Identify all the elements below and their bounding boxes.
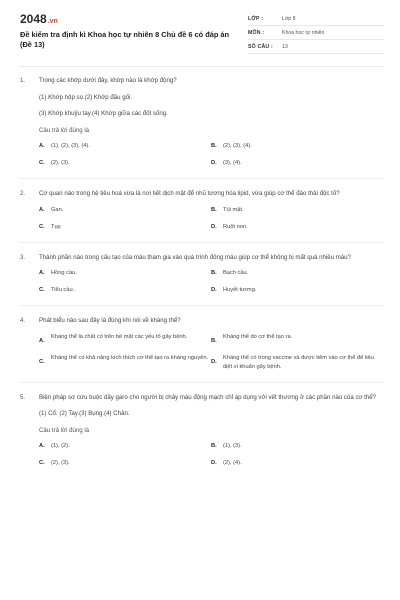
answer-option-a[interactable] xyxy=(39,206,211,215)
answer-option-a[interactable] xyxy=(39,333,211,346)
option-letter: B. xyxy=(211,143,217,149)
option-letter: B. xyxy=(211,337,217,344)
question-divider xyxy=(20,242,384,243)
question-number: 5. xyxy=(20,393,26,401)
option-text: (3), (4). xyxy=(223,160,242,166)
answer-option-b[interactable] xyxy=(211,142,383,151)
meta-key: SỐ CÂU : xyxy=(248,43,273,50)
question-number: 2. xyxy=(20,190,26,197)
option-letter: C. xyxy=(39,223,45,230)
page-title: Đề kiểm tra định kì Khoa học tự nhiên 8 Chủ đề 6 có đáp án (Đề 13) xyxy=(20,30,230,49)
answer-option-b[interactable] xyxy=(211,206,383,215)
answer-prompt: Câu trả lời đúng là xyxy=(39,426,90,434)
header-divider xyxy=(20,66,384,67)
option-text: (2), (3). xyxy=(51,160,70,166)
option-text: (1), (3). xyxy=(223,443,242,449)
question-list xyxy=(0,76,400,468)
answer-option-d[interactable] xyxy=(211,159,383,168)
question-statement: (1) Khớp hộp sọ.(2) Khớp đầu gối. xyxy=(39,93,133,101)
option-text: (1), (2), (3), (4). xyxy=(51,143,90,149)
option-letter: C. xyxy=(39,287,45,293)
option-letter: C. xyxy=(39,358,45,365)
option-letter: B. xyxy=(211,206,217,213)
question-2 xyxy=(0,189,400,232)
option-text: Túi mật. xyxy=(223,206,244,213)
answer-option-b[interactable] xyxy=(211,269,383,278)
option-letter: D. xyxy=(211,358,217,365)
option-text: Tụy. xyxy=(51,223,62,230)
question-5 xyxy=(0,393,400,469)
meta-key: LỚP : xyxy=(248,15,264,22)
option-text: Kháng thể là chất có trên bề mặt các yếu tố gây bệnh. xyxy=(51,333,188,340)
page-header xyxy=(0,0,400,66)
option-text: Kháng thể có trong vaccine và được tiêm vào cơ thể để tiêu diệt vi khuẩn gây bệnh. xyxy=(223,354,375,370)
site-logo[interactable] xyxy=(20,12,58,26)
option-text: (2), (3), (4). xyxy=(223,143,252,149)
answer-option-a[interactable] xyxy=(39,269,211,278)
answer-option-d[interactable] xyxy=(211,286,383,295)
option-letter: B. xyxy=(211,443,217,449)
question-4 xyxy=(0,316,400,372)
question-statement: (1) Cổ. (2) Tay.(3) Bụng.(4) Chân. xyxy=(39,410,130,417)
option-text: (2), (4). xyxy=(223,460,242,466)
option-text: Hồng cầu. xyxy=(51,270,77,276)
question-divider xyxy=(20,178,384,179)
option-letter: A. xyxy=(39,143,45,149)
option-text: Bạch cầu. xyxy=(223,270,249,276)
option-text: Kháng thể có khả năng kích thích cơ thể tạo ra kháng nguyên. xyxy=(51,354,209,361)
option-text: Ruột non. xyxy=(223,223,248,230)
option-text: Kháng thể do cơ thể tạo ra. xyxy=(223,333,293,340)
option-letter: A. xyxy=(39,443,45,449)
option-letter: B. xyxy=(211,270,217,276)
question-statement: (3) Khớp khuỷu tay.(4) Khớp giữa các đốt sống. xyxy=(39,110,168,117)
option-letter: C. xyxy=(39,160,45,166)
answer-option-d[interactable] xyxy=(211,354,383,372)
option-letter: C. xyxy=(39,460,45,466)
option-text: Gan. xyxy=(51,206,64,213)
option-text: (1), (2). xyxy=(51,443,70,449)
question-number: 3. xyxy=(20,253,26,261)
question-text: Biện pháp sơ cứu buộc dây garo cho người bị chảy máu động mạch chỉ áp dụng với vết thương ở các phần nào của cơ thể? xyxy=(39,393,377,401)
logo-number: 2048 xyxy=(20,12,47,26)
option-letter: A. xyxy=(39,270,45,276)
answer-option-d[interactable] xyxy=(211,223,383,232)
answer-option-c[interactable] xyxy=(39,286,211,295)
answer-options xyxy=(39,442,384,468)
question-divider xyxy=(20,305,384,306)
question-3 xyxy=(0,253,400,296)
answer-option-c[interactable] xyxy=(39,354,211,372)
question-number: 4. xyxy=(20,317,26,324)
meta-row-class xyxy=(248,12,384,26)
question-text: Trong các khớp dưới đây, khớp nào là khớp động? xyxy=(39,77,177,84)
logo-domain: .vn xyxy=(47,18,58,25)
meta-value: Khoa học tự nhiên xyxy=(282,29,325,36)
option-letter: A. xyxy=(39,206,45,213)
option-letter: D. xyxy=(211,460,217,466)
answer-option-c[interactable] xyxy=(39,459,211,468)
answer-option-a[interactable] xyxy=(39,442,211,451)
answer-options xyxy=(39,269,384,295)
meta-row-subject xyxy=(248,26,384,40)
answer-prompt: Câu trả lời đúng là xyxy=(39,126,90,134)
question-text: Phát biểu nào sau đây là đúng khi nói về kháng thể? xyxy=(39,317,181,324)
answer-option-a[interactable] xyxy=(39,142,211,151)
answer-option-b[interactable] xyxy=(211,333,383,346)
question-divider xyxy=(20,382,384,383)
question-1 xyxy=(0,76,400,168)
meta-row-count xyxy=(248,40,384,54)
meta-value: 13 xyxy=(282,43,288,50)
option-letter: D. xyxy=(211,287,217,293)
answer-options xyxy=(39,206,384,232)
answer-option-d[interactable] xyxy=(211,459,383,468)
meta-value: Lớp 8 xyxy=(282,15,296,22)
answer-options xyxy=(39,333,384,372)
question-text: Cơ quan nào trong hệ tiêu hoá vừa là nơi tiết dịch mật để nhũ tương hóa lipid, vừa giúp cơ thể đào thải độc tố? xyxy=(39,190,340,197)
question-number: 1. xyxy=(20,77,26,84)
meta-key: MÔN : xyxy=(248,29,265,36)
answer-option-c[interactable] xyxy=(39,223,211,232)
option-text: Tiểu cầu. xyxy=(51,287,75,293)
option-text: (2), (3). xyxy=(51,460,70,466)
question-text: Thành phần nào trong cấu tạo của máu tham gia vào quá trình đông máu giúp cơ thể không bị mất quá nhiều máu? xyxy=(39,253,351,261)
meta-table xyxy=(248,12,384,54)
option-letter: D. xyxy=(211,223,217,230)
option-text: Huyết tương. xyxy=(223,287,257,293)
option-letter: D. xyxy=(211,160,217,166)
answer-option-c[interactable] xyxy=(39,159,211,168)
answer-options xyxy=(39,142,384,168)
answer-option-b[interactable] xyxy=(211,442,383,451)
option-letter: A. xyxy=(39,337,45,344)
